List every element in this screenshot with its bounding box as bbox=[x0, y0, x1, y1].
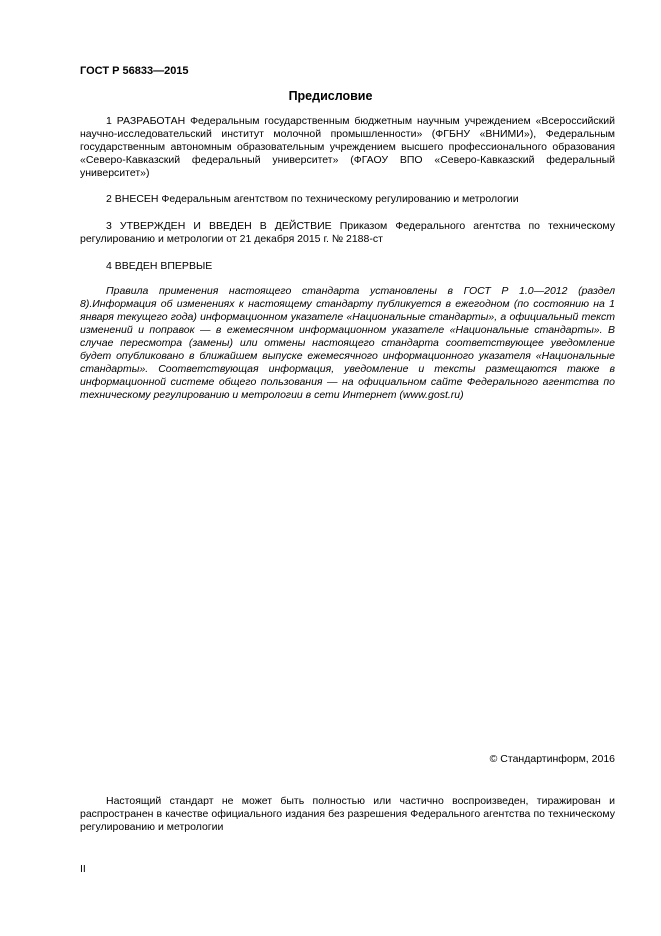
page-number: II bbox=[80, 863, 86, 875]
paragraph-first-introduced: 4 ВВЕДЕН ВПЕРВЫЕ bbox=[106, 260, 213, 272]
paragraph-developed-by: 1 РАЗРАБОТАН Федеральным государственным бюджетным научным учреждением «Всероссийский научно-исследовательский институт молочной промышленности» (ФГБНУ «ВНИМИ»), Федеральным государственным автономным образовательным учреждением высшего профессионального образования «Северо-Кавказский федеральный университет» (ФГАОУ ВПО «Северо-Кавказский федеральный университет») bbox=[80, 115, 615, 179]
paragraph-introduced-by: 2 ВНЕСЕН Федеральным агентством по техническому регулированию и метрологии bbox=[106, 193, 519, 205]
standard-code-header: ГОСТ Р 56833—2015 bbox=[80, 65, 189, 77]
paragraph-application-rules: Правила применения настоящего стандарта установлены в ГОСТ Р 1.0—2012 (раздел 8).Информация об изменениях к настоящему стандарту публикуется в ежегодном (по состоянию на 1 января текущего года) информационном указателе «Национальные стандарты», а официальный текст изменений и поправок — в ежемесячном информационном указателе «Национальные стандарты». В случае пересмотра (замены) или отмены настоящего стандарта соответствующее уведомление будет опубликовано в ближайшем выпуске ежемесячного информационного указателя «Национальные стандарты». Соответствующая информация, уведомление и тексты размещаются также в информационной системе общего пользования — на официальном сайте Федерального агентства по техническому регулированию и метрологии в сети Интернет (www.gost.ru) bbox=[80, 285, 615, 401]
paragraph-approved: 3 УТВЕРЖДЕН И ВВЕДЕН В ДЕЙСТВИЕ Приказом Федерального агентства по техническому регулированию и метрологии от 21 декабря 2015 г. № 2188-ст bbox=[80, 220, 615, 245]
copyright-line: © Стандартинформ, 2016 bbox=[489, 753, 615, 765]
reproduction-notice: Настоящий стандарт не может быть полностью или частично воспроизведен, тиражирован и распространен в качестве официального издания без разрешения Федерального агентства по техническому регулированию и метрологии bbox=[80, 795, 615, 833]
page-title: Предисловие bbox=[288, 89, 373, 103]
